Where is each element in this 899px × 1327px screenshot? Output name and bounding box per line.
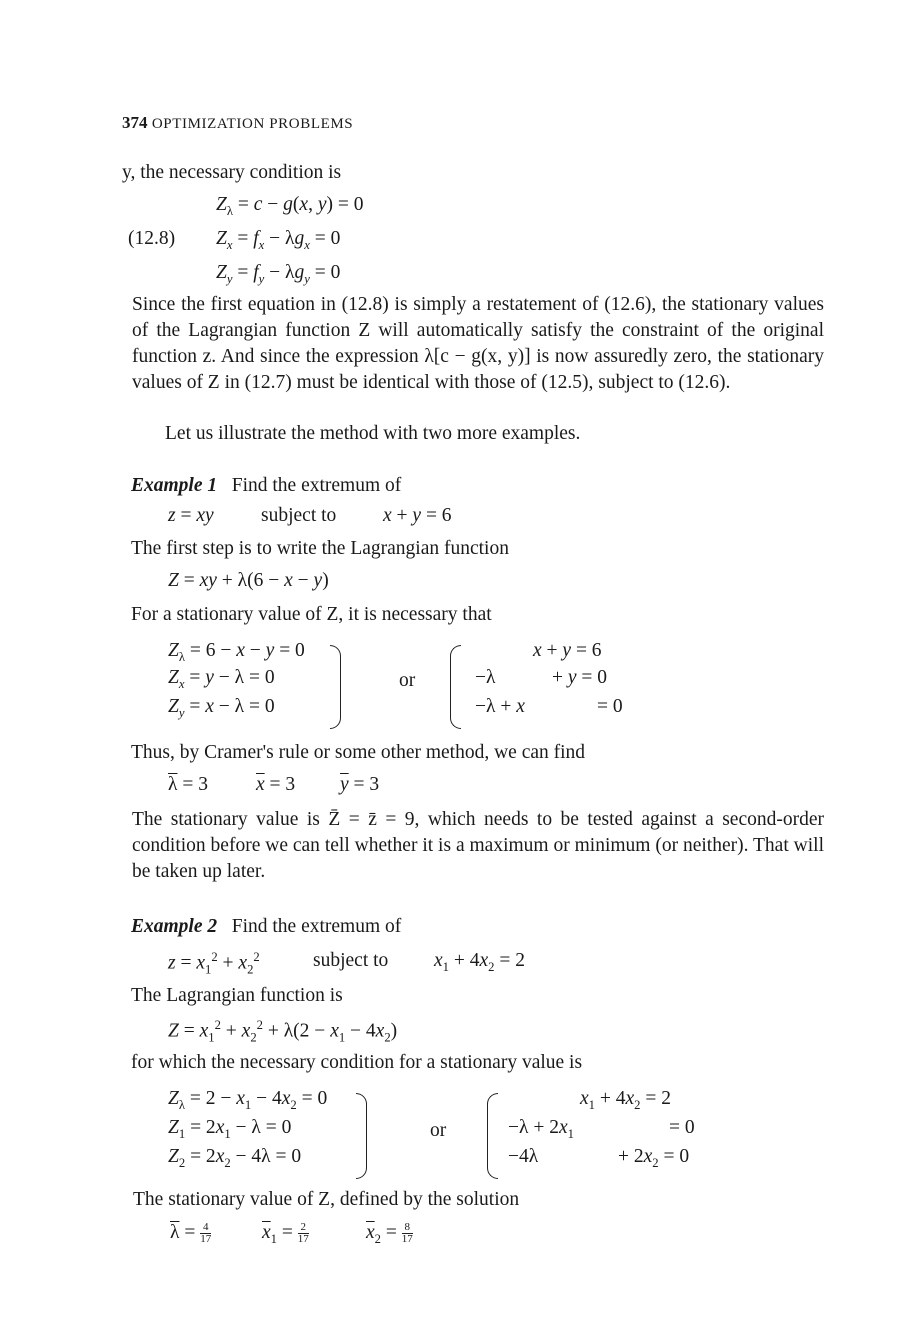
- example-1-text-1: The first step is to write the Lagrangian function: [131, 538, 509, 559]
- example-1-system-right-3b: = 0: [597, 696, 623, 717]
- example-1-solution-y: $\overline{y} = 3$: [340, 774, 380, 795]
- example-1-solution-lambda: $\overline{\lambda} = 3$: [168, 774, 208, 795]
- example-2-text-2: for which the necessary condition for a stationary value is: [131, 1052, 583, 1073]
- equation-12-8-line-1: $Z_\lambda = c - g(x$, y) = 0: [216, 194, 364, 218]
- page-number: 374: [122, 113, 148, 132]
- example-1-system-left-2: $Z_x = y - \lambda = 0$: [168, 667, 275, 691]
- example-1-system-right-2a: −λ: [475, 667, 496, 688]
- example-2-objective: $z = x_1^2 + x_2^2$: [168, 950, 260, 977]
- example-1-lagrangian: Z = xy + λ(6 − x − y): [168, 570, 329, 591]
- example-1-system-right-2b: + y = 0: [552, 667, 608, 688]
- example-1-text-2: For a stationary value of Z, it is necessary that: [131, 604, 492, 625]
- example-2-system-right-1: $x_1 + 4x_2 = 2$: [580, 1088, 671, 1112]
- example-2-solution-lambda: $\overline{\lambda}$ = $\frac{4}{17}$: [170, 1221, 212, 1246]
- example-2-text-1: The Lagrangian function is: [131, 985, 343, 1006]
- example-1-solution-x: $\overline{x} = 3$: [256, 774, 296, 795]
- example-2-or: or: [430, 1120, 447, 1141]
- running-title: OPTIMIZATION PROBLEMS: [151, 116, 354, 132]
- example-2-solution-x2: $\overline{x}_2$ = $\frac{8}{17}$: [366, 1221, 413, 1246]
- example-2-solution-x1: $\overline{x}_1$ = $\frac{2}{17}$: [262, 1221, 309, 1246]
- example-1-system-right-1: x + y = 6: [533, 640, 602, 661]
- example-1-text-3: Thus, by Cramer's rule or some other method, we can find: [131, 742, 586, 763]
- example-2-system-left-1: $Z_\lambda = 2 - x_1 - 4x_2 = 0$: [168, 1088, 328, 1112]
- example-2-system-left-3: $Z_2 = 2x_2 - 4\lambda = 0$: [168, 1146, 302, 1170]
- example-1-system-right-3a: −λ + x: [475, 696, 525, 717]
- example-1-system-left-3: $Z_y = x - \lambda = 0$: [168, 696, 275, 720]
- example-2-system-left-2: $Z_1 = 2x_1 - \lambda = 0$: [168, 1117, 292, 1141]
- equation-label-12-8: (12.8): [128, 228, 176, 249]
- example-2-text-3: The stationary value of Z, defined by the solution: [133, 1189, 520, 1210]
- example-1-constraint: x + y = 6: [383, 505, 452, 526]
- example-1-system-left-1: $Z_\lambda = 6 - x - y = 0$: [168, 640, 305, 664]
- example-2-constraint: $x_1 + 4x_2 = 2$: [434, 950, 525, 974]
- example-2-left-brace: [356, 1093, 367, 1179]
- example-2-right-brace: [487, 1093, 498, 1179]
- example-1-or: or: [399, 670, 416, 691]
- example-2-system-right-3b: + $2x_2 = 0$: [618, 1146, 690, 1170]
- example-1-objective: z = xy: [168, 505, 214, 526]
- intro-line: y, the necessary condition is: [122, 162, 342, 183]
- paragraph-1: Since the first equation in (12.8) is simply a restatement of (12.6), the stationary values of the Lagrangian function Z will automatically satisfy the constraint of the original function z. And since the expression λ[c − g(x, y)] is now assuredly zero, the stationary values of Z in (12.7) must be identical with those of (12.5), subject to (12.6).: [132, 294, 824, 393]
- equation-12-8-line-2: $Z_x = f_x - \lambda g_x = 0$: [216, 228, 341, 252]
- running-header: [122, 113, 353, 133]
- example-1-subject-to: subject to: [261, 505, 337, 526]
- example-2-subject-to: subject to: [313, 950, 389, 971]
- equation-12-8-line-3: $Z_y = f_y - \lambda g_y = 0$: [216, 262, 341, 286]
- example-1-text-4: The stationary value is Z̄ = z̄ = 9, which needs to be tested against a second-order condition before we can tell whether it is a maximum or minimum (or neither). That will be taken up later.: [132, 809, 824, 882]
- example-2-system-right-3a: −4λ: [508, 1146, 539, 1167]
- example-2-system-right-2b: = 0: [669, 1117, 695, 1138]
- paragraph-2: Let us illustrate the method with two more examples.: [165, 423, 581, 444]
- example-1-right-brace: [450, 645, 461, 729]
- example-2-heading: Example 2 Find the extremum of: [131, 916, 402, 937]
- example-2-lagrangian: $Z = x_1^2 + x_2^2 + \lambda(2 - x_1 - 4x_2)$: [168, 1018, 398, 1045]
- example-1-heading: Example 1 Find the extremum of: [131, 475, 402, 496]
- example-1-left-brace: [330, 645, 341, 729]
- example-2-system-right-2a: $-\lambda + 2x_1$: [508, 1117, 574, 1141]
